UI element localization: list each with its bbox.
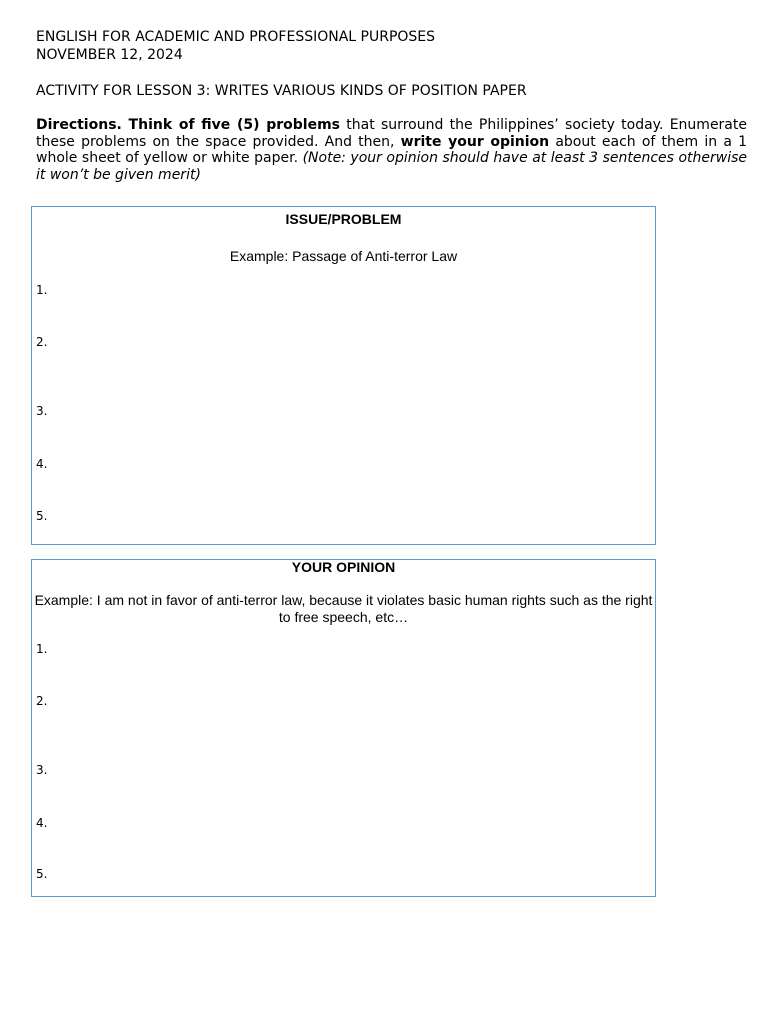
issue-box-example: Example: Passage of Anti-terror Law [229, 248, 458, 264]
opinion-item-5: 5. [36, 867, 48, 881]
directions-paragraph [36, 117, 747, 183]
opinion-item-4: 4. [36, 816, 48, 830]
opinion-item-1: 1. [36, 642, 48, 656]
activity-title: ACTIVITY FOR LESSON 3: WRITES VARIOUS KINDS OF POSITION PAPER [36, 83, 527, 99]
your-opinion-box [31, 559, 656, 897]
document-date: NOVEMBER 12, 2024 [36, 47, 183, 63]
opinion-box-title: YOUR OPINION [291, 559, 396, 575]
issue-item-2: 2. [36, 335, 48, 349]
directions-text-2: about each of them in a 1 whole sheet of yellow or white paper. [36, 133, 747, 166]
directions-text-1: that surround the Philippines’ society today. Enumerate these problems on the space provided. And then, [36, 117, 747, 150]
issue-box-title: ISSUE/PROBLEM [285, 211, 402, 227]
course-title: ENGLISH FOR ACADEMIC AND PROFESSIONAL PURPOSES [36, 29, 436, 45]
issue-item-4: 4. [36, 457, 48, 471]
issue-problem-box [31, 206, 656, 545]
opinion-item-2: 2. [36, 694, 48, 708]
issue-item-1: 1. [36, 283, 48, 297]
opinion-box-example: Example: I am not in favor of anti-terror law, because it violates basic human rights such as the right to free speech, etc… [34, 592, 653, 625]
directions-write-opinion: write your opinion [400, 133, 550, 150]
directions-note: (Note: your opinion should have at least 3 sentences otherwise it won’t be given merit) [36, 150, 748, 183]
issue-item-5: 5. [36, 509, 48, 523]
directions-lead: Directions. Think of five (5) problems [36, 117, 341, 133]
issue-item-3: 3. [36, 404, 48, 418]
opinion-item-3: 3. [36, 763, 48, 777]
